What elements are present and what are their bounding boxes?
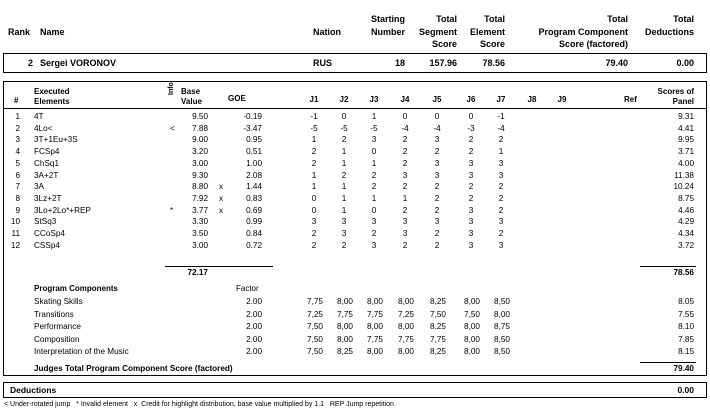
element-j4-score: 1 [402,193,408,203]
element-j4-score: -4 [401,123,409,133]
element-bonus-marker: x [219,182,224,192]
element-j2-score: 2 [341,170,347,180]
element-j4-score: 2 [402,205,408,215]
element-goe: 1.44 [246,182,262,192]
element-name: 3A+2T [34,170,59,180]
component-j5-score: 8,25 [430,347,446,357]
skater-component-score: 79.40 [605,58,628,68]
element-score-header: Total Element Score [469,14,505,49]
element-j5-score: 3 [434,135,440,145]
element-goe: 0.83 [246,193,262,203]
element-j7-score: 3 [498,170,504,180]
components-total-label: Judges Total Program Component Score (factored) [34,364,233,373]
component-j2-score: 8,00 [337,297,353,306]
element-j5-score: 2 [434,240,440,250]
element-row [0,124,710,136]
element-j3-score: 1 [371,112,377,121]
component-j1-score: 7,75 [307,297,323,306]
element-base-value: 9.30 [192,170,208,180]
element-base-value: 3.77 [192,205,208,215]
element-j6-score: 2 [468,135,474,145]
element-j6-score: 3 [468,205,474,215]
element-j7-score: 3 [498,158,504,168]
component-j1-score: 7,50 [307,334,323,344]
components-total-score: 79.40 [673,364,694,373]
element-row [0,194,710,206]
element-bonus-marker: x [219,205,224,215]
component-j4-score: 8,00 [398,322,414,332]
element-panel-score: 8.75 [678,193,694,203]
component-j1-score: 7,50 [307,322,323,332]
element-j5-score: 3 [434,158,440,168]
element-row [0,241,710,253]
element-j1-score: 2 [311,229,317,238]
element-j1-score: 2 [311,147,317,157]
element-name: StSq3 [34,217,57,227]
j6-header: J6 [466,95,476,104]
component-panel-score: 7.85 [678,334,694,344]
element-number: 10 [10,217,20,227]
element-j1-score: 1 [311,135,317,145]
element-panel-score: 4.29 [678,217,694,227]
component-name: Interpretation of the Music [34,347,129,357]
element-j4-score: 2 [402,240,408,250]
base-total-divider [165,266,273,267]
deductions-value: 0.00 [677,385,694,395]
element-j3-score: 0 [371,147,377,157]
element-j5-score: -4 [433,123,441,133]
skater-element-score: 78.56 [482,58,505,68]
num-header: # [14,96,19,105]
component-j7-score: 8,50 [494,334,510,344]
element-panel-score: 3.71 [678,147,694,157]
elements-score-total: 78.56 [673,268,694,277]
element-j6-score: 2 [468,193,474,203]
element-j1-score: 1 [311,182,317,192]
element-name: 4T [34,112,44,121]
skater-starting-number: 18 [394,58,405,68]
component-name: Performance [34,322,81,332]
element-j1-score: -1 [310,112,318,121]
element-j2-score: 1 [341,158,347,168]
element-name: CCoSp4 [34,229,65,238]
j2-header: J2 [339,95,349,104]
component-name: Skating Skills [34,297,83,306]
name-header: Name [40,27,65,37]
element-number: 1 [15,112,20,121]
component-j1-score: 7,50 [307,347,323,357]
deductions-header: Total Deductions [644,14,694,37]
element-base-value: 7.92 [192,193,208,203]
element-j4-score: 2 [402,135,408,145]
element-j2-score: 3 [341,217,347,227]
j4-header: J4 [400,95,410,104]
element-base-value: 9.00 [192,135,208,145]
element-j6-score: 2 [468,182,474,192]
element-j7-score: 2 [498,193,504,203]
element-panel-score: 10.24 [673,182,694,192]
element-j7-score: 2 [498,182,504,192]
element-row [0,229,710,241]
element-goe: 0.84 [246,229,262,238]
element-j6-score: 3 [468,240,474,250]
component-name: Composition [34,334,80,344]
element-j2-score: 1 [341,193,347,203]
element-number: 6 [15,170,20,180]
component-j4-score: 8,00 [398,347,414,357]
starting-number-header: Starting Number [370,14,405,37]
element-j2-score: 2 [341,240,347,250]
element-panel-score: 4.46 [678,205,694,215]
element-j4-score: 0 [402,112,408,121]
component-j4-score: 7,75 [398,334,414,344]
goe-header: GOE [228,94,246,103]
element-name: FCSp4 [34,147,60,157]
element-j7-score: 2 [498,205,504,215]
element-j3-score: 3 [371,217,377,227]
element-j2-score: 1 [341,205,347,215]
element-number: 7 [15,182,20,192]
element-goe: 2.08 [246,170,262,180]
element-row [0,135,710,147]
component-factor: 2.00 [246,334,262,344]
element-row [0,171,710,183]
element-j3-score: -5 [370,123,378,133]
element-j2-score: -5 [340,123,348,133]
element-panel-score: 9.31 [678,112,694,121]
element-j2-score: 3 [341,229,347,238]
ref-header: Ref [624,95,637,104]
component-row [0,310,710,322]
component-j3-score: 7,75 [367,309,383,319]
element-goe: 1.00 [246,158,262,168]
component-j3-score: 7,75 [367,334,383,344]
element-j4-score: 3 [402,170,408,180]
element-goe: 0.72 [246,240,262,250]
element-base-value: 7.88 [192,123,208,133]
component-j5-score: 7,75 [430,334,446,344]
element-goe: -3.47 [243,123,262,133]
segment-score-header: Total Segment Score [418,14,457,49]
component-panel-score: 7.55 [678,309,694,319]
element-j3-score: 2 [371,229,377,238]
element-name: 4Lo< [34,123,53,133]
element-j2-score: 0 [341,112,347,121]
component-row [0,335,710,347]
element-number: 3 [15,135,20,145]
element-j5-score: 3 [434,217,440,227]
element-j5-score: 0 [434,112,440,121]
component-panel-score: 8.10 [678,322,694,332]
element-j3-score: 2 [371,170,377,180]
header-divider [3,108,707,109]
element-panel-score: 4.34 [678,229,694,238]
element-base-value: 9.50 [192,112,208,121]
element-number: 4 [15,147,20,157]
deductions-label: Deductions [10,385,57,395]
component-panel-score: 8.15 [678,347,694,357]
element-j4-score: 3 [402,217,408,227]
element-goe: 0.51 [246,147,262,157]
component-j6-score: 8,00 [464,297,480,306]
base-value-header: Base Value [181,87,202,106]
component-j5-score: 7,50 [430,309,446,319]
element-j6-score: 0 [468,112,474,121]
element-goe: 0.99 [246,217,262,227]
component-factor: 2.00 [246,309,262,319]
element-j3-score: 3 [371,240,377,250]
component-j3-score: 8,00 [367,297,383,306]
element-j5-score: 2 [434,229,440,238]
component-j5-score: 8,25 [430,297,446,306]
component-j7-score: 8,00 [494,309,510,319]
deductions-box [3,382,707,398]
element-name: CSSp4 [34,240,60,250]
component-row [0,322,710,334]
element-goe: -0.19 [243,112,262,121]
component-j6-score: 7,50 [464,309,480,319]
element-row [0,206,710,218]
element-j1-score: 3 [311,217,317,227]
element-base-value: 8.80 [192,182,208,192]
score-total-divider [640,266,696,267]
element-goe: 0.69 [246,205,262,215]
element-panel-score: 4.41 [678,123,694,133]
elements-base-total: 72.17 [187,268,208,277]
info-header: Info [168,82,175,95]
element-j3-score: 1 [371,158,377,168]
component-row [0,297,710,309]
element-row [0,217,710,229]
component-j2-score: 7,75 [337,309,353,319]
components-total-divider [640,362,696,363]
element-j2-score: 1 [341,147,347,157]
element-base-value: 3.20 [192,147,208,157]
j3-header: J3 [369,95,379,104]
element-name: ChSq1 [34,158,60,168]
element-j1-score: -5 [310,123,318,133]
element-row [0,112,710,124]
element-number: 9 [15,205,20,215]
element-j7-score: -1 [497,112,505,121]
component-j6-score: 8,00 [464,347,480,357]
component-j7-score: 8,50 [494,297,510,306]
element-info: < [170,123,175,133]
element-j7-score: 2 [498,135,504,145]
element-number: 11 [11,229,20,238]
element-j7-score: 3 [498,240,504,250]
component-j6-score: 8,00 [464,322,480,332]
element-goe: 0.95 [246,135,262,145]
skater-name: Sergei VORONOV [40,58,117,68]
element-j7-score: -4 [497,123,505,133]
skater-rank: 2 [28,58,34,68]
element-j2-score: 2 [341,135,347,145]
element-j5-score: 2 [434,205,440,215]
element-j6-score: -3 [467,123,475,133]
component-factor: 2.00 [246,322,262,332]
element-number: 8 [15,193,20,203]
factor-header: Factor [236,284,259,293]
element-number: 12 [10,240,20,250]
component-factor: 2.00 [246,297,262,306]
component-j3-score: 8,00 [367,322,383,332]
element-j3-score: 3 [371,135,377,145]
element-panel-score: 4.00 [678,158,694,168]
component-row [0,347,710,359]
element-j3-score: 1 [371,193,377,203]
component-j4-score: 8,00 [398,297,414,306]
element-panel-score: 11.38 [674,170,694,180]
element-base-value: 3.50 [192,229,208,238]
element-base-value: 3.00 [192,240,208,250]
footnote-legend: < Under-rotated jump * Invalid element x Credit for highlight distribution, base value multiplied by 1.1 REP Jump repetition [4,401,394,408]
component-j7-score: 8,75 [494,322,510,332]
element-j4-score: 2 [402,147,408,157]
element-j6-score: 3 [468,229,474,238]
component-j2-score: 8,25 [337,347,353,357]
element-j6-score: 3 [468,158,474,168]
component-panel-score: 8.05 [678,297,694,306]
element-j4-score: 2 [402,182,408,192]
element-j7-score: 3 [498,217,504,227]
j7-header: J7 [496,95,506,104]
component-j5-score: 8,25 [430,322,446,332]
element-j6-score: 3 [468,170,474,180]
j9-header: J9 [557,95,567,104]
element-name: 3Lo+2Lo*+REP [34,205,91,215]
nation-header: Nation [313,27,341,37]
element-j4-score: 3 [402,229,408,238]
element-j6-score: 2 [468,147,474,157]
element-j7-score: 1 [498,147,504,157]
j8-header: J8 [527,95,537,104]
element-j5-score: 2 [434,182,440,192]
element-name: 3Lz+2T [34,193,62,203]
element-j1-score: 1 [311,170,317,180]
skater-deductions: 0.00 [676,58,694,68]
j1-header: J1 [309,95,319,104]
component-name: Transitions [34,309,74,319]
element-j1-score: 0 [311,193,317,203]
skater-nation: RUS [313,58,333,68]
program-components-header: Program Components [34,284,119,293]
component-factor: 2.00 [246,347,262,357]
element-j5-score: 2 [434,193,440,203]
element-j3-score: 0 [371,205,377,215]
element-panel-score: 9.95 [678,135,694,145]
component-score-header: Total Program Component Score (factored) [538,14,628,49]
element-j3-score: 2 [371,182,377,192]
element-j4-score: 2 [402,158,408,168]
component-j4-score: 7,25 [398,309,414,319]
element-name: 3T+1Eu+3S [34,135,78,145]
element-row [0,159,710,171]
element-j5-score: 3 [434,170,440,180]
component-j3-score: 8,00 [367,347,383,357]
element-bonus-marker: x [219,193,224,203]
element-j2-score: 1 [341,182,347,192]
element-j1-score: 2 [311,158,317,168]
scores-of-panel-header: Scores of Panel [657,87,694,106]
element-number: 2 [15,123,20,133]
element-panel-score: 3.72 [678,240,694,250]
executed-elements-header: Executed Elements [34,87,70,106]
element-row [0,147,710,159]
component-j2-score: 8,00 [337,334,353,344]
component-j1-score: 7,25 [307,309,323,319]
component-j2-score: 8,00 [337,322,353,332]
skater-segment-score: 157.96 [429,58,457,68]
element-number: 5 [15,158,20,168]
element-info: * [170,205,174,215]
rank-header: Rank [8,27,31,37]
element-j7-score: 2 [498,229,504,238]
element-base-value: 3.30 [192,217,208,227]
element-base-value: 3.00 [192,158,208,168]
element-j1-score: 0 [311,205,317,215]
j5-header: J5 [432,95,442,104]
component-j6-score: 8,00 [464,334,480,344]
element-j6-score: 3 [468,217,474,227]
element-name: 3A [34,182,45,192]
element-j1-score: 2 [311,240,317,250]
component-j7-score: 8,50 [494,347,510,357]
element-j5-score: 2 [434,147,440,157]
element-row [0,182,710,194]
